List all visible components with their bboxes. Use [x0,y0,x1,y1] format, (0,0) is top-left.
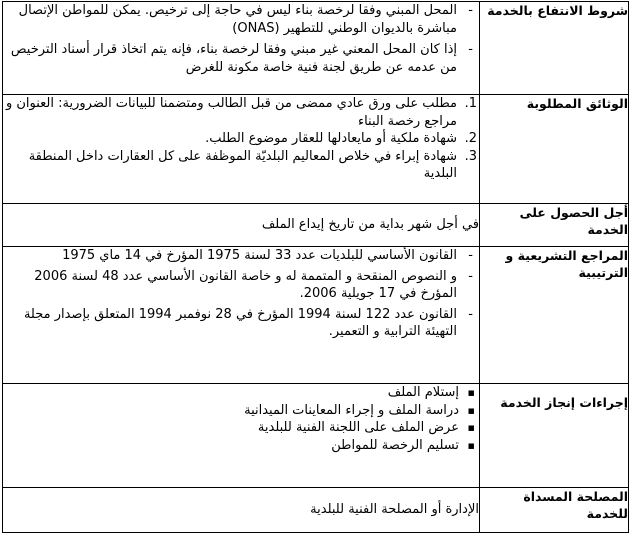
list-item: ▪ تسليم الرخصة للمواطن [3,437,479,455]
references-content [3,247,480,384]
procedures-label: إجراءات إنجاز الخدمة [480,384,629,488]
deadline-label: أجل الحصول على الخدمة [480,204,629,247]
row-documents [3,95,629,204]
list-item: ▪ عرض الملف على اللجنة الفنية للبلدية [3,419,479,437]
procedures-content [3,384,480,488]
list-item: ▪ دراسة الملف و إجراء المعاينات الميدانية [3,402,479,420]
conditions-list [3,2,479,76]
unit-content: الإدارة أو المصلحة الفنية للبلدية [3,488,480,533]
documents-content [3,95,480,204]
item-text: شهادة ملكية أو مايعادلها للعقار موضوع الطلب. [205,131,457,146]
row-service-unit [3,488,629,533]
item-number: 1. [464,96,477,111]
list-item: - إذا كان المحل المعني غير مبني وفقا لرخصة بناء، فإنه يتم اتخاذ قرار أسناد الترخيص من عدمه عن طريق لجنة فنية خاصة مكونة للغرض [3,41,479,76]
list-item: ▪ إستلام الملف [3,384,479,402]
list-item [3,148,479,183]
list-item [3,130,479,148]
list-item: - و النصوص المنقحة و المتممة له و خاصة القانون الأساسي عدد 48 لسنة 2006 المؤرخ في 17 جويلية 2006. [3,268,479,303]
item-text: شهادة إبراء في خلاص المعاليم البلديّة الموظفة على كل العقارات داخل المنطقة البلدية [28,148,457,181]
item-text: مطلب على ورق عادي ممضى من قبل الطالب ومتضمنا للبيانات الضرورية: العنوان و مراجع رخصة البناء [5,96,457,129]
item-number: 2. [464,131,477,146]
row-references [3,247,629,384]
conditions-content [3,2,480,95]
references-list [3,247,479,341]
item-number: 3. [464,148,477,164]
list-item: - القانون الأساسي للبلديات عدد 33 لسنة 1975 المؤرخ في 14 ماي 1975 [3,247,479,265]
unit-label: المصلحة المسداة للخدمة [480,488,629,533]
row-conditions [3,2,629,95]
row-procedures [3,384,629,488]
deadline-content: في أجل شهر بداية من تاريخ إيداع الملف [3,204,480,247]
list-item [3,95,479,130]
documents-label: الوثائق المطلوبة [480,95,629,204]
documents-list [3,95,479,183]
list-item: - القانون عدد 122 لسنة 1994 المؤرخ في 28 نوفمبر 1994 المتعلق بإصدار مجلة التهيئة الترابية و التعمير. [3,306,479,341]
conditions-label: شروط الانتفاع بالخدمة [480,2,629,95]
service-info-table [2,1,629,533]
references-label: المراجع التشريعية و الترتيبية [480,247,629,384]
procedures-list [3,384,479,454]
row-deadline [3,204,629,247]
list-item: - المحل المبني وفقا لرخصة بناء ليس في حاجة إلى ترخيص. يمكن للمواطن الإتصال مباشرة بالديوان الوطني للتطهير (ONAS) [3,2,479,37]
